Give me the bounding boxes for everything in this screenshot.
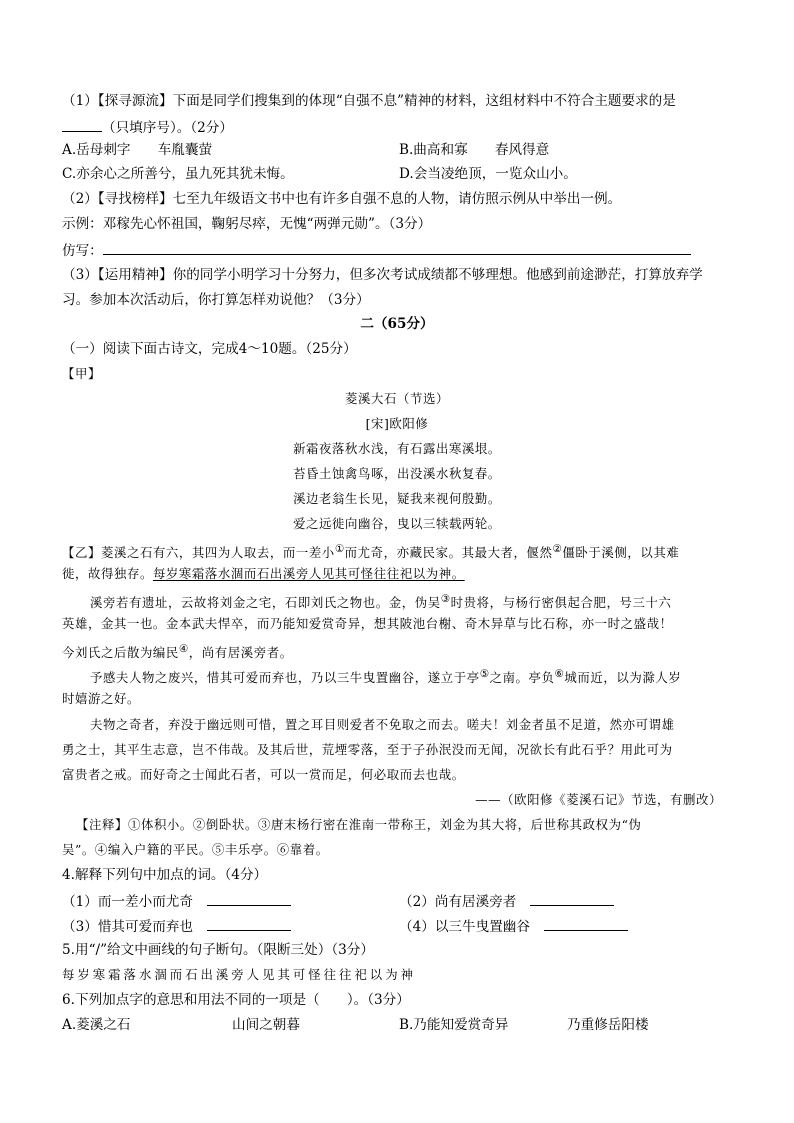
yi-p1-text-a: 【乙】菱溪之石有六，其四为人取去，而一差小 bbox=[62, 545, 335, 561]
poem-title: 菱溪大石（节选） bbox=[345, 391, 449, 406]
q4-item-1 bbox=[62, 891, 291, 911]
q6-option-a-2: 山间之朝暮 bbox=[232, 1017, 300, 1033]
yi-p1-text-d: 徙，故得独存。 bbox=[62, 566, 153, 581]
q2-example: 示例：邓稼先心怀祖国，鞠躬尽瘁，无愧“两弹元勋”。（3分） bbox=[62, 216, 432, 232]
q2-imitate-line bbox=[62, 240, 691, 260]
q3-stem-line1: （3）【运用精神】你的同学小明学习十分努力，但多次考试成绩都不够理想。他感到前途渺茫，打算放弃学 bbox=[62, 267, 703, 283]
note-marker-1: ① bbox=[334, 543, 345, 555]
q4-item-2-text: （2）尚有居溪旁者 bbox=[399, 894, 517, 910]
q4-item-2-blank[interactable] bbox=[530, 891, 614, 906]
yi-p4-line3: 富贵者之戒。而好奇之士闻此石者，可以一赏而足，何必取而去也哉。 bbox=[62, 767, 465, 782]
yi-p2-text-d: ，尚有居溪旁者。 bbox=[188, 645, 293, 661]
yi-p2-line1 bbox=[90, 590, 671, 612]
q1-option-a: A.岳母刺字 车胤囊萤 bbox=[62, 142, 213, 158]
q1-stem-line2 bbox=[62, 117, 233, 137]
q5-stem: 5.用“/”给文中画线的句子断句。（限断三处）（3分） bbox=[62, 942, 374, 958]
yi-p1-text-b: 而尤奇，亦藏民家。其最大者，偃然 bbox=[344, 545, 553, 561]
yi-p1-line2 bbox=[62, 565, 465, 583]
q1-stem-line1: （1）【探寻源流】下面是同学们搜集到的体现“自强不息”精神的材料，这组材料中不符合主题要求的是 bbox=[62, 93, 676, 109]
note-marker-3: ③ bbox=[440, 593, 451, 605]
q2-imitate-label: 仿写： bbox=[62, 243, 103, 259]
poem-line-1: 新霜夜落秋水浅，有石露出寒溪垠。 bbox=[293, 441, 501, 456]
q1-option-c: C.亦余心之所善兮，虽九死其犹未悔。 bbox=[62, 166, 294, 182]
note-marker-4: ④ bbox=[178, 643, 189, 655]
q4-item-1-blank[interactable] bbox=[207, 891, 291, 906]
yi-p2-text-c: 今刘氏之后散为编民 bbox=[62, 645, 179, 661]
poem-author: [宋]欧阳修 bbox=[365, 416, 429, 431]
jia-label: 【甲】 bbox=[62, 366, 101, 381]
yi-p2-text-a: 溪旁若有遗址，云故将刘金之宅，石即刘氏之物也。金，伪吴 bbox=[90, 595, 441, 611]
q2-stem: （2）【寻找榜样】七至九年级语文书中也有许多自强不息的人物，请仿照示例从中举出一例。 bbox=[62, 191, 622, 207]
yi-p2-line3 bbox=[62, 640, 293, 662]
q4-item-4 bbox=[399, 916, 628, 936]
note-marker-5: ⑤ bbox=[479, 668, 490, 680]
yi-p2-text-b: 时贵将，与杨行密俱起合肥，号三十六 bbox=[450, 595, 672, 611]
yi-p4-line2: 勇之士，其平生志意，岂不伟哉。及其后世，荒堙零落，至于子孙泯没而无闻，况欲长有此石乎？用此可为 bbox=[62, 742, 673, 757]
q6-option-b-1: B.乃能知爱赏奇异 bbox=[399, 1017, 509, 1033]
note-marker-6: ⑥ bbox=[554, 668, 565, 680]
section-title: 二（65分） bbox=[360, 316, 434, 332]
q4-item-3-text: （3）惜其可爱而弃也 bbox=[62, 919, 193, 935]
yi-p3-text-c: 城而近，以为滁人岁 bbox=[564, 670, 682, 686]
q1-stem-suffix: （只填序号）。（2分） bbox=[102, 120, 233, 136]
reading-intro: （一）阅读下面古诗文，完成4～10题。（25分） bbox=[62, 341, 357, 357]
yi-p3-text-b: 之南。亭负 bbox=[489, 670, 555, 686]
notes-line1: 【注释】①体积小。②倒卧状。③唐末杨行密在淮南一带称王，刘金为其大将，后世称其政权为“伪 bbox=[76, 817, 642, 832]
yi-p3-text-a: 予感夫人物之废兴，惜其可爱而弃也，乃以三牛曳置幽谷，遂立于亭 bbox=[90, 670, 480, 686]
q6-option-a-1: A.菱溪之石 bbox=[62, 1017, 131, 1033]
passage-source: ——（欧阳修《菱溪石记》节选，有删改） bbox=[475, 792, 722, 807]
q6-option-b-2: 乃重修岳阳楼 bbox=[567, 1017, 649, 1033]
q4-item-4-blank[interactable] bbox=[544, 916, 628, 931]
yi-p1-line1 bbox=[62, 540, 679, 562]
yi-p2-line2: 英雄，金其一也。金本武夫悍卒，而乃能知爱赏奇异，想其陂池台榭、奇木异草与比石称，亦一时之盛哉！ bbox=[62, 616, 673, 631]
q4-item-4-text: （4）以三牛曳置幽谷 bbox=[399, 919, 530, 935]
note-marker-2: ② bbox=[552, 543, 563, 555]
poem-line-3: 溪边老翁生长见，疑我来视何殷勤。 bbox=[293, 491, 501, 506]
yi-p3-line2: 时嬉游之好。 bbox=[62, 691, 140, 706]
q4-item-1-text: （1）而一差小而尤奇 bbox=[62, 894, 193, 910]
q1-answer-blank[interactable] bbox=[62, 117, 102, 132]
poem-line-4: 爱之远徙向幽谷，曳以三犊载两轮。 bbox=[293, 516, 501, 531]
q1-option-d: D.会当凌绝顶，一览众山小。 bbox=[399, 166, 577, 182]
yi-p4-line1: 夫物之奇者，弃没于幽远则可惜，置之耳目则爱者不免取之而去。嗟夫！刘金者虽不足道，然亦可谓雄 bbox=[90, 717, 675, 732]
q4-stem: 4.解释下列句中加点的词。（4分） bbox=[62, 867, 268, 883]
notes-line2: 吴”。④编入户籍的平民。⑤丰乐亭。⑥靠着。 bbox=[62, 842, 329, 857]
q4-item-3-blank[interactable] bbox=[207, 916, 291, 931]
q1-option-b: B.曲高和寡 春风得意 bbox=[399, 142, 550, 158]
underlined-sentence: 每岁寒霜落水涸而石出溪旁人见其可怪往往祀以为神。 bbox=[152, 566, 465, 581]
q6-stem: 6.下列加点字的意思和用法不同的一项是（ ）。（3分） bbox=[62, 992, 410, 1008]
q3-stem-line2: 习。参加本次活动后，你打算怎样劝说他？（3分） bbox=[62, 292, 370, 308]
q4-item-3 bbox=[62, 916, 291, 936]
q2-imitate-blank[interactable] bbox=[103, 240, 691, 255]
yi-p1-text-c: 僵卧于溪侧，以其难 bbox=[562, 545, 680, 561]
poem-line-2: 苔昏土蚀禽鸟啄，出没溪水秋复春。 bbox=[293, 466, 501, 481]
yi-p3-line1 bbox=[90, 665, 681, 687]
q4-item-2 bbox=[399, 891, 614, 911]
q5-sentence: 每岁寒霜落水涸而石出溪旁人见其可怪往往祀以为神 bbox=[62, 967, 416, 982]
